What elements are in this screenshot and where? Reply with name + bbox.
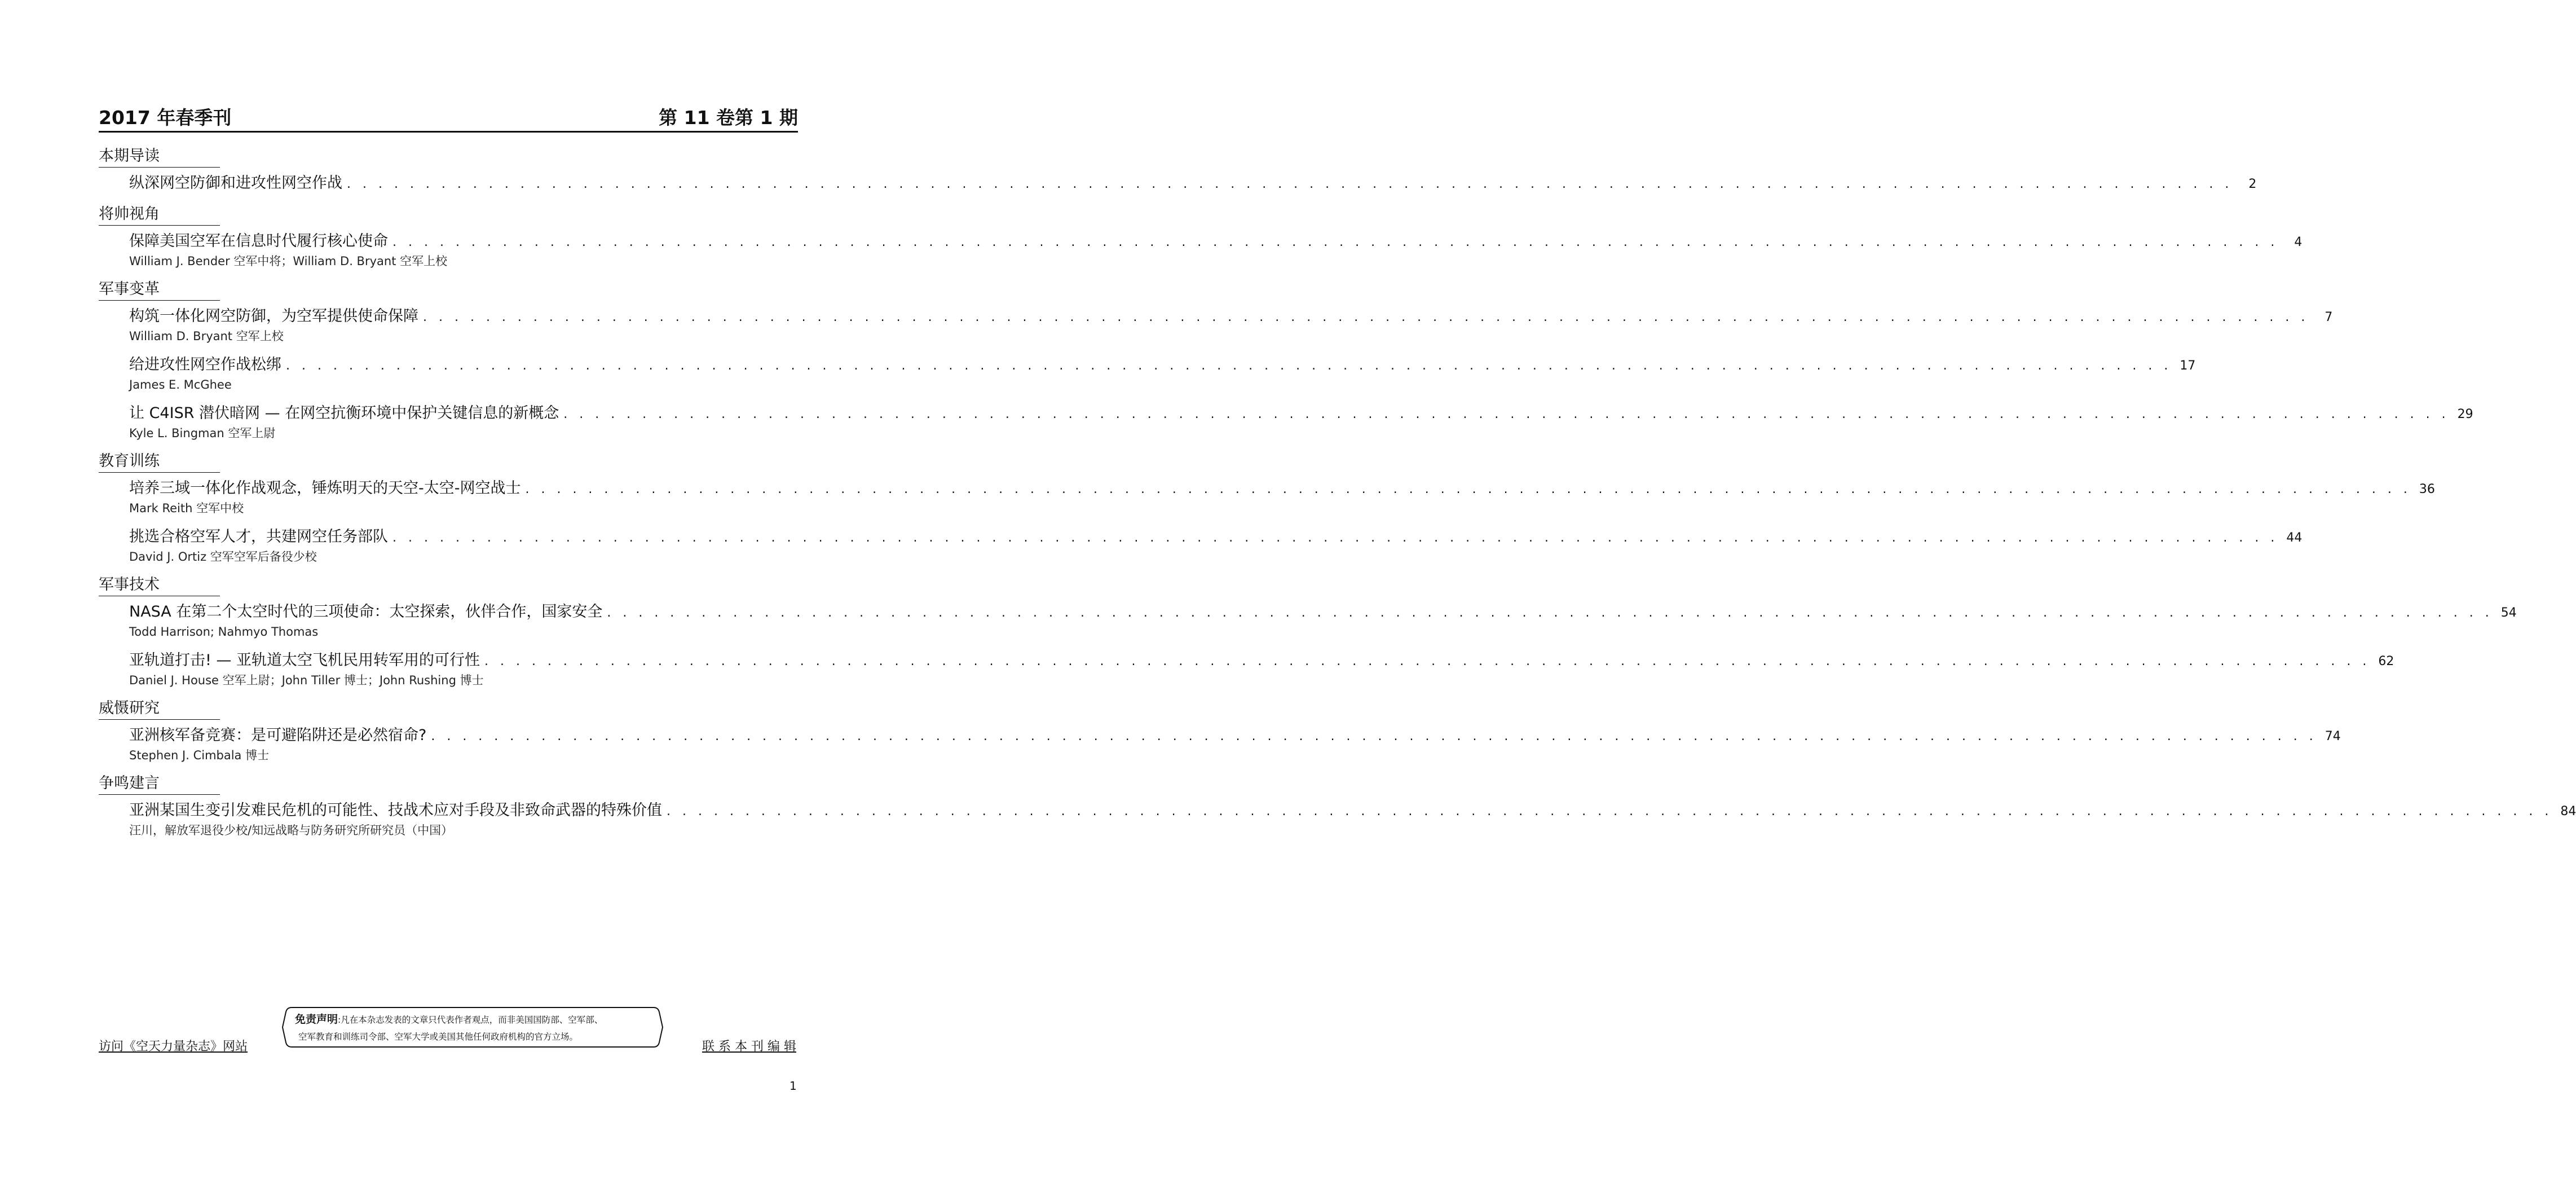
article-title-link[interactable]: 亚洲核军备竞赛：是可避陷阱还是必然宿命? (129, 727, 427, 744)
article-page-number: 74 (2324, 729, 2341, 743)
article-page-number: 7 (2324, 310, 2333, 324)
section-title: 将帅视角 (99, 204, 220, 226)
section-title: 军事变革 (99, 279, 220, 301)
toc-section (99, 451, 2435, 565)
dot-leader: . . . . . . . . . . . . . . . . . . . . . . . . . . . . . . . . . . . . . . . . . . . . . . . . . . . . . . . . . . . . . . . . . . . . . . . . . . . . . . . . . . . . . . . . . . . . . . . . . . . . . . . . . . . . . . . . . . . . . . . . (563, 407, 2450, 421)
article-page-number: 36 (2419, 482, 2435, 496)
volume-issue: 第 11 卷第 1 期 (659, 107, 798, 129)
article-title-link[interactable]: 纵深网空防御和进攻性网空作战 (129, 174, 342, 192)
toc-entry[interactable] (129, 402, 2473, 442)
dot-leader: . . . . . . . . . . . . . . . . . . . . . . . . . . . . . . . . . . . . . . . . . . . . . . . . . . . . . . . . . . . . . . . . . . . . . . . . . . . . . . . . . . . . . . . . . . . . . . . . . . . . . . . . . . . . . . . . . . . . . . . . (667, 804, 2553, 819)
toc-entry[interactable] (129, 724, 2341, 764)
article-author: William D. Bryant 空军上校 (129, 329, 284, 343)
toc-entry[interactable] (129, 649, 2394, 689)
article-title-link[interactable]: 亚轨道打击! — 亚轨道太空飞机民用转军用的可行性 (129, 652, 480, 669)
disclaimer-line-1: :凡在本杂志发表的文章只代表作者观点，而非美国国防部、空军部、 (338, 1015, 603, 1025)
toc-entry[interactable] (129, 601, 2517, 640)
toc-entry[interactable] (129, 799, 2576, 839)
visit-website-link[interactable]: 访问《空天力量杂志》网站 (99, 1040, 248, 1054)
article-author: David J. Ortiz 空军空军后备役少校 (129, 550, 317, 564)
article-title-link[interactable]: 亚洲某国生变引发难民危机的可能性、技战术应对手段及非致命武器的特殊价值 (129, 802, 662, 819)
dot-leader: . . . . . . . . . . . . . . . . . . . . . . . . . . . . . . . . . . . . . . . . . . . . . . . . . . . . . . . . . . . . . . . . . . . . . . . . . . . . . . . . . . . . . . . . . . . . . . . . . . . . . . . . . . . . . . . . . . . . . . . . (607, 606, 2493, 620)
article-author: 汪川，解放军退役少校/知远战略与防务研究所研究员（中国） (129, 824, 453, 837)
disclaimer-line-2: 空军教育和训练司令部、空军大学或美国其他任何政府机构的官方立场。 (298, 1032, 579, 1042)
article-page-number: 2 (2248, 177, 2257, 191)
dot-leader: . . . . . . . . . . . . . . . . . . . . . . . . . . . . . . . . . . . . . . . . . . . . . . . . . . . . . . . . . . . . . . . . . . . . . . . . . . . . . . . . . . . . . . . . . . . . . . . . . . . . . . . . . . . . . . . . . . . . . . . . (286, 359, 2172, 373)
toc-entry[interactable] (129, 230, 2302, 270)
dot-leader: . . . . . . . . . . . . . . . . . . . . . . . . . . . . . . . . . . . . . . . . . . . . . . . . . . . . . . . . . . . . . . . . . . . . . . . . . . . . . . . . . . . . . . . . . . . . . . . . . . . . . . . . . . . . . . . . . . . . . . . . (392, 235, 2279, 249)
disclaimer-label: 免责声明 (295, 1013, 338, 1026)
article-page-number: 17 (2180, 359, 2196, 373)
toc-section (99, 146, 2257, 195)
article-author: Kyle L. Bingman 空军上尉 (129, 426, 276, 440)
dot-leader: . . . . . . . . . . . . . . . . . . . . . . . . . . . . . . . . . . . . . . . . . . . . . . . . . . . . . . . . . . . . . . . . . . . . . . . . . . . . . . . . . . . . . . . . . . . . . . . . . . . . . . . . . . . . . . . . . . . . . . . . (431, 729, 2317, 743)
article-page-number: 62 (2378, 654, 2394, 668)
article-author: Mark Reith 空军中校 (129, 501, 244, 515)
article-page-number: 4 (2294, 235, 2302, 249)
disclaimer-box (279, 1005, 666, 1049)
article-author: William J. Bender 空军中将；William D. Bryant 空军上校 (129, 254, 448, 268)
toc-entry[interactable] (129, 526, 2302, 565)
section-title: 争鸣建言 (99, 773, 220, 795)
article-author: James E. McGhee (129, 378, 232, 391)
toc-entry[interactable] (129, 172, 2257, 195)
dot-leader: . . . . . . . . . . . . . . . . . . . . . . . . . . . . . . . . . . . . . . . . . . . . . . . . . . . . . . . . . . . . . . . . . . . . . . . . . . . . . . . . . . . . . . . . . . . . . . . . . . . . . . . . . . . . . . . . . . . . . . . . (484, 654, 2371, 668)
article-author: Stephen J. Cimbala 博士 (129, 749, 270, 762)
article-title-link[interactable]: NASA 在第二个太空时代的三项使命：太空探索，伙伴合作，国家安全 (129, 603, 603, 621)
article-title-link[interactable]: 挑选合格空军人才，共建网空任务部队 (129, 528, 388, 545)
toc-entry[interactable] (129, 354, 2196, 393)
contact-editor-link[interactable]: 联 系 本 刊 编 辑 (702, 1040, 796, 1054)
toc-entry[interactable] (129, 477, 2435, 517)
toc-section (99, 698, 2341, 764)
toc-section (99, 574, 2517, 689)
disclaimer-text (295, 1011, 656, 1045)
section-title: 威慑研究 (99, 698, 220, 720)
article-page-number: 44 (2286, 531, 2302, 545)
section-title: 军事技术 (99, 574, 220, 596)
toc-section (99, 773, 2576, 839)
toc-section (99, 279, 2473, 442)
page-header (99, 105, 798, 130)
section-title: 教育训练 (99, 451, 220, 473)
dot-leader: . . . . . . . . . . . . . . . . . . . . . . . . . . . . . . . . . . . . . . . . . . . . . . . . . . . . . . . . . . . . . . . . . . . . . . . . . . . . . . . . . . . . . . . . . . . . . . . . . . . . . . . . . . . . . . . . . . . . . . . . (423, 310, 2309, 324)
article-author: Todd Harrison; Nahmyo Thomas (129, 625, 319, 639)
issue-season: 2017 年春季刊 (99, 107, 232, 129)
section-title: 本期导读 (99, 146, 220, 168)
page-number: 1 (789, 1079, 797, 1093)
article-title-link[interactable]: 培养三域一体化作战观念，锤炼明天的天空-太空-网空战士 (129, 479, 521, 497)
table-of-contents (99, 146, 2576, 848)
article-page-number: 29 (2457, 407, 2473, 421)
toc-entry[interactable] (129, 305, 2333, 345)
article-title-link[interactable]: 保障美国空军在信息时代履行核心使命 (129, 232, 388, 250)
dot-leader: . . . . . . . . . . . . . . . . . . . . . . . . . . . . . . . . . . . . . . . . . . . . . . . . . . . . . . . . . . . . . . . . . . . . . . . . . . . . . . . . . . . . . . . . . . . . . . . . . . . . . . . . . . . . . . . . . . . . . . . . (347, 177, 2233, 191)
article-page-number: 54 (2500, 606, 2517, 620)
toc-section (99, 204, 2302, 270)
article-title-link[interactable]: 给进攻性网空作战松绑 (129, 356, 281, 373)
dot-leader: . . . . . . . . . . . . . . . . . . . . . . . . . . . . . . . . . . . . . . . . . . . . . . . . . . . . . . . . . . . . . . . . . . . . . . . . . . . . . . . . . . . . . . . . . . . . . . . . . . . . . . . . . . . . . . . . . . . . . . . . (392, 531, 2279, 545)
article-title-link[interactable]: 让 C4ISR 潜伏暗网 — 在网空抗衡环境中保护关键信息的新概念 (129, 404, 559, 422)
header-divider (99, 131, 798, 133)
dot-leader: . . . . . . . . . . . . . . . . . . . . . . . . . . . . . . . . . . . . . . . . . . . . . . . . . . . . . . . . . . . . . . . . . . . . . . . . . . . . . . . . . . . . . . . . . . . . . . . . . . . . . . . . . . . . . . . . . . . . . . . . (525, 482, 2411, 496)
article-author: Daniel J. House 空军上尉；John Tiller 博士；John Rushing 博士 (129, 674, 484, 687)
article-title-link[interactable]: 构筑一体化网空防御，为空军提供使命保障 (129, 307, 418, 325)
article-page-number: 84 (2560, 804, 2576, 819)
